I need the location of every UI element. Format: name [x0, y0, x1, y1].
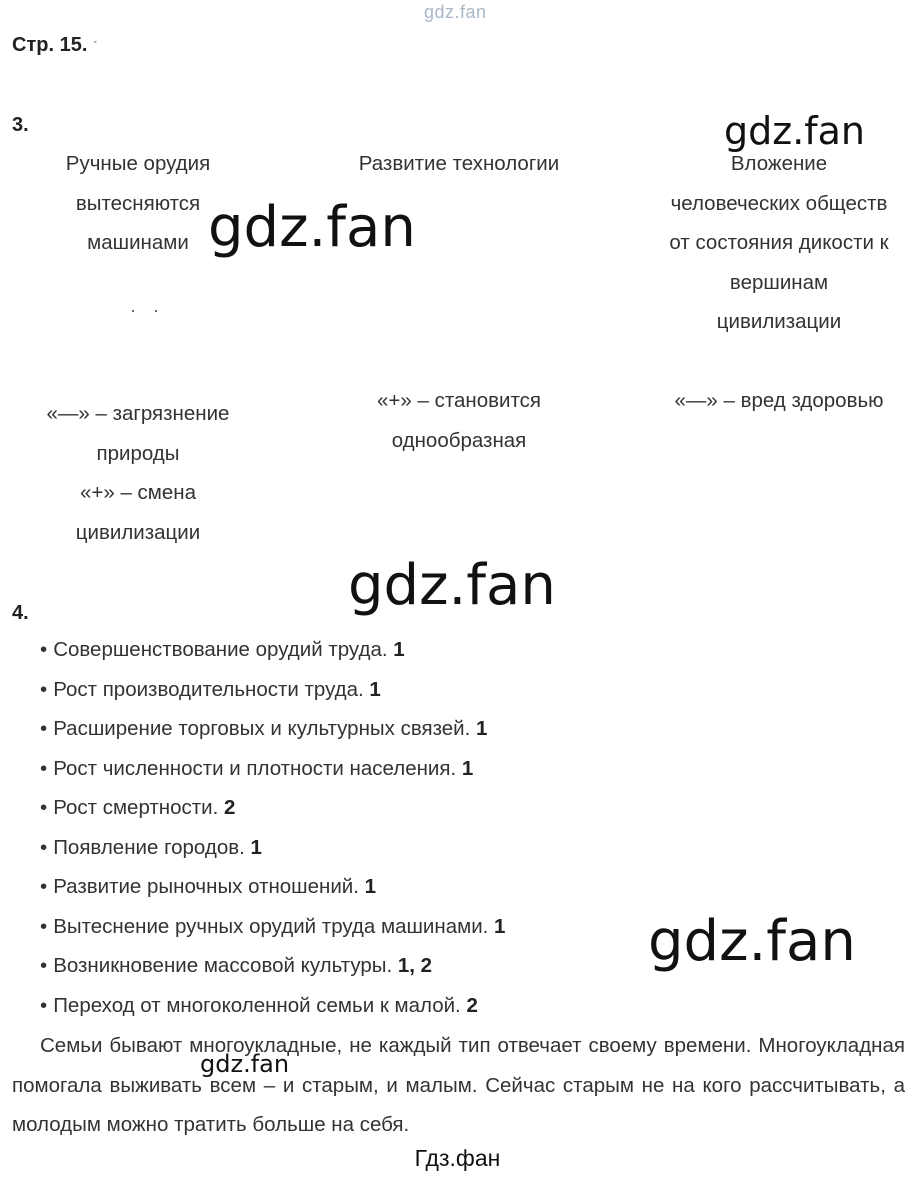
col1-header-line: машинами: [87, 231, 189, 254]
col1-header-line: Ручные орудия: [65, 152, 211, 175]
footer-text: Гдз.фан: [414, 1145, 501, 1171]
col1-note-line: «+» – смена: [79, 481, 197, 504]
col3-header-line: вершинам: [729, 270, 829, 294]
col3-header-line: от состояния дикости к: [669, 231, 889, 254]
list-item: [40, 828, 900, 868]
bullet: •: [40, 954, 48, 977]
col1-note-line: природы: [96, 441, 180, 465]
bullet: •: [40, 914, 48, 938]
list-item-mark: 2: [466, 993, 478, 1017]
list-item: [40, 630, 900, 670]
col1-note-line: «—» – загрязнение: [46, 402, 230, 425]
col2-note-line: однообразная: [391, 428, 527, 452]
bullet: •: [40, 677, 48, 701]
col2-note-line: «+» – становится: [377, 389, 541, 412]
task3-col3-header: [650, 144, 908, 342]
bullet: •: [40, 638, 48, 661]
list-item-mark: 1: [461, 756, 474, 780]
col1-dots: · ·: [130, 300, 165, 320]
list-item: [40, 749, 900, 789]
bullet: •: [40, 756, 48, 780]
list-item-mark: 1: [369, 677, 381, 701]
col3-header-line: Вложение: [730, 152, 828, 175]
page-label-tick: ˊ: [92, 38, 98, 54]
list-item-mark: 1: [364, 875, 377, 898]
list-item-text: Возникновение массовой культуры.: [53, 954, 393, 977]
list-item-text: Рост производительности труда.: [53, 677, 364, 701]
watermark-lower-right: gdz.fan: [648, 909, 856, 974]
bullet: •: [40, 993, 48, 1017]
col3-header-line: цивилизации: [716, 310, 842, 333]
task3-col2-header: [330, 144, 588, 184]
col1-note-line: цивилизации: [75, 520, 201, 544]
list-item-mark: 1: [494, 914, 506, 938]
task3-col3-notes: [650, 381, 908, 421]
list-item-text: Рост численности и плотности населения.: [53, 756, 457, 780]
list-item-text: Развитие рыночных отношений.: [53, 875, 359, 898]
page-label-text: Стр. 15.: [12, 34, 88, 56]
watermark-upper-center: gdz.fan: [208, 195, 416, 260]
list-item-text: Рост смертности.: [53, 796, 219, 819]
list-item-mark: 1, 2: [397, 954, 433, 977]
list-item-text: Расширение торговых и культурных связей.: [53, 717, 471, 740]
list-item: [40, 788, 900, 828]
watermark-lower-left: gdz.fan: [200, 1050, 290, 1078]
task4-paragraph: [12, 1026, 905, 1145]
list-item-mark: 2: [224, 796, 236, 819]
bullet: •: [40, 875, 48, 898]
col2-header-line: Развитие технологии: [358, 152, 560, 175]
watermark-middle: gdz.fan: [348, 553, 556, 618]
list-item: [40, 867, 900, 907]
paragraph-text: Семьи бывают многоукладные, не каждый тип отвечает своему времени. Многоукладная помогала выживать всем – и старым, и малым. Сейчас старым не на кого рассчитывать, а молодым можно тратить больше на себя.: [12, 1034, 905, 1136]
list-item: [40, 670, 900, 710]
list-item: [40, 986, 900, 1026]
list-item-mark: 1: [476, 717, 488, 740]
col1-header-line: вытесняются: [75, 191, 201, 215]
list-item: [40, 709, 900, 749]
list-item-text: Совершенствование орудий труда.: [53, 638, 388, 661]
watermark-top: gdz.fan: [424, 2, 487, 22]
bullet: •: [40, 796, 48, 819]
list-item-mark: 1: [393, 638, 405, 661]
watermark-upper-right: gdz.fan: [724, 109, 866, 153]
col3-note-line: «—» – вред здоровью: [674, 389, 884, 412]
list-item-text: Вытеснение ручных орудий труда машинами.: [53, 914, 489, 938]
list-item-mark: 1: [250, 835, 262, 859]
list-item-text: Появление городов.: [53, 835, 245, 859]
task3-col2-notes: [330, 381, 588, 460]
task3-col1-notes: [28, 394, 248, 552]
bullet: •: [40, 717, 48, 740]
bullet: •: [40, 835, 48, 859]
page-label: [12, 34, 98, 57]
list-item-text: Переход от многоколенной семьи к малой.: [53, 993, 461, 1017]
col3-header-line: человеческих обществ: [670, 191, 888, 215]
task4-number: 4.: [12, 602, 29, 624]
task3-number: 3.: [12, 114, 29, 136]
